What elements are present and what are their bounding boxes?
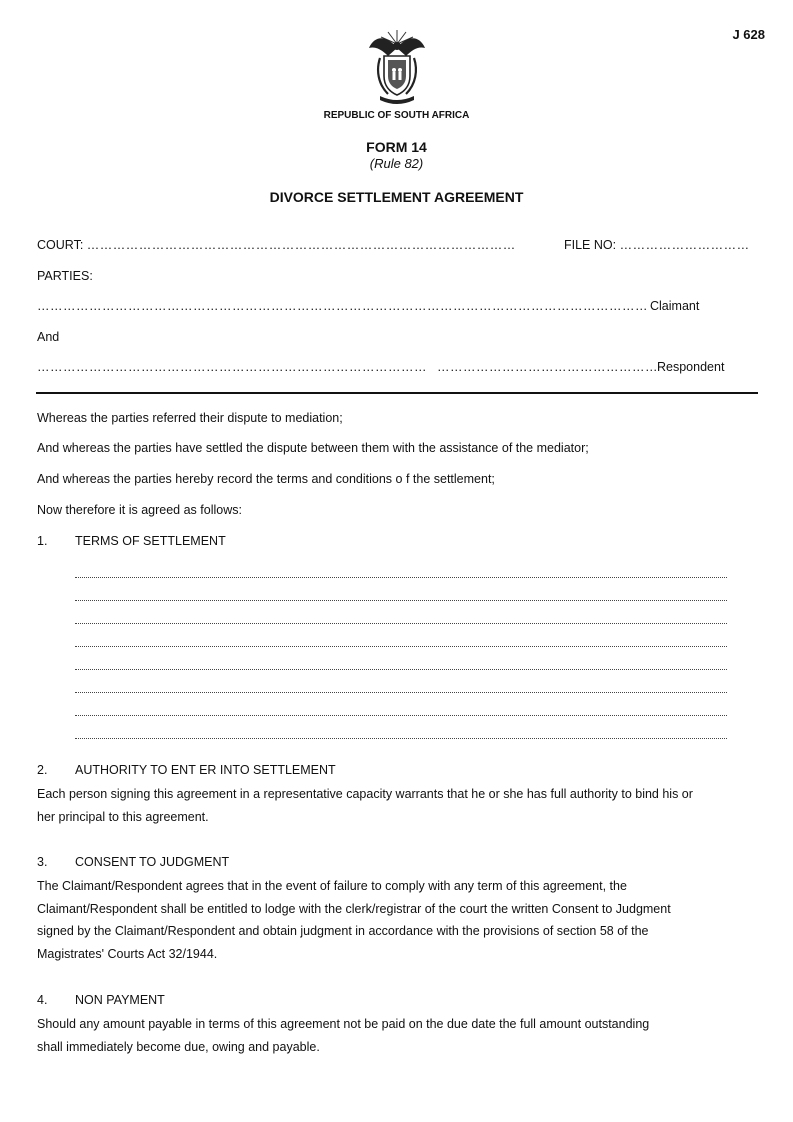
- section-3-body: [37, 875, 737, 965]
- form-number: FORM 14: [366, 139, 427, 155]
- claimant-blank[interactable]: ……………………………………………………………………………………………………………………………: [37, 299, 648, 313]
- terms-line[interactable]: [75, 692, 727, 693]
- court-field[interactable]: [37, 238, 516, 252]
- terms-line[interactable]: [75, 600, 727, 601]
- court-label: COURT:: [37, 238, 84, 252]
- document-title: DIVORCE SETTLEMENT AGREEMENT: [269, 189, 524, 205]
- rule-reference: (Rule 82): [369, 156, 424, 171]
- section-2-number: 2.: [37, 763, 48, 777]
- section-3-line: signed by the Claimant/Respondent and obtain judgment in accordance with the provisions of section 58 of the: [37, 924, 649, 938]
- section-4-line: shall immediately become due, owing and payable.: [37, 1039, 320, 1054]
- section-1-number: 1.: [37, 534, 48, 548]
- terms-line[interactable]: [75, 715, 727, 716]
- file-no-field[interactable]: [564, 238, 750, 252]
- section-2-title: AUTHORITY TO ENT ER INTO SETTLEMENT: [75, 763, 336, 777]
- section-2-line: Each person signing this agreement in a representative capacity warrants that he or she has full authority to bind his or: [37, 787, 693, 801]
- claimant-label: Claimant: [650, 299, 700, 313]
- terms-line[interactable]: [75, 646, 727, 647]
- section-4-title: NON PAYMENT: [75, 993, 165, 1007]
- section-4-line: Should any amount payable in terms of this agreement not be paid on the due date the full amount outstanding: [37, 1017, 650, 1031]
- section-4-number: 4.: [37, 993, 48, 1007]
- file-no-label: FILE NO:: [564, 238, 617, 252]
- section-3-number: 3.: [37, 855, 48, 869]
- section-2-body: [37, 783, 737, 828]
- section-3-line: Claimant/Respondent shall be entitled to lodge with the clerk/registrar of the court the written Consent to Judgment: [37, 901, 671, 916]
- section-3-line: Magistrates' Courts Act 32/1944.: [37, 946, 218, 961]
- recital-1: Whereas the parties referred their dispute to mediation;: [37, 411, 343, 425]
- section-2-line: her principal to this agreement.: [37, 809, 209, 824]
- respondent-label: Respondent: [657, 360, 725, 374]
- republic-heading: REPUBLIC OF SOUTH AFRICA: [323, 110, 470, 121]
- recital-4: Now therefore it is agreed as follows:: [37, 503, 242, 517]
- and-label: And: [37, 330, 60, 344]
- section-3-title: CONSENT TO JUDGMENT: [75, 855, 230, 869]
- court-blank[interactable]: ………………………………………………………………………………………: [86, 238, 516, 252]
- terms-line[interactable]: [75, 577, 727, 578]
- terms-line[interactable]: [75, 738, 727, 739]
- section-4-body: [37, 1013, 737, 1058]
- divider: [36, 392, 758, 394]
- respondent-blank-2[interactable]: ……………………………………………: [437, 360, 658, 374]
- parties-label: PARTIES:: [37, 269, 93, 283]
- respondent-blank-1[interactable]: ………………………………………………………………………………: [37, 360, 427, 374]
- form-code: J 628: [732, 27, 765, 42]
- recital-2: And whereas the parties have settled the dispute between them with the assistance of the mediator;: [37, 441, 589, 455]
- terms-line[interactable]: [75, 669, 727, 670]
- coat-of-arms-icon: [366, 26, 428, 104]
- file-no-blank[interactable]: …………………………: [619, 238, 750, 252]
- terms-line[interactable]: [75, 623, 727, 624]
- section-3-line: The Claimant/Respondent agrees that in the event of failure to comply with any term of this agreement, the: [37, 879, 627, 893]
- recital-3: And whereas the parties hereby record the terms and conditions o f the settlement;: [37, 472, 495, 486]
- section-1-title: TERMS OF SETTLEMENT: [75, 534, 226, 548]
